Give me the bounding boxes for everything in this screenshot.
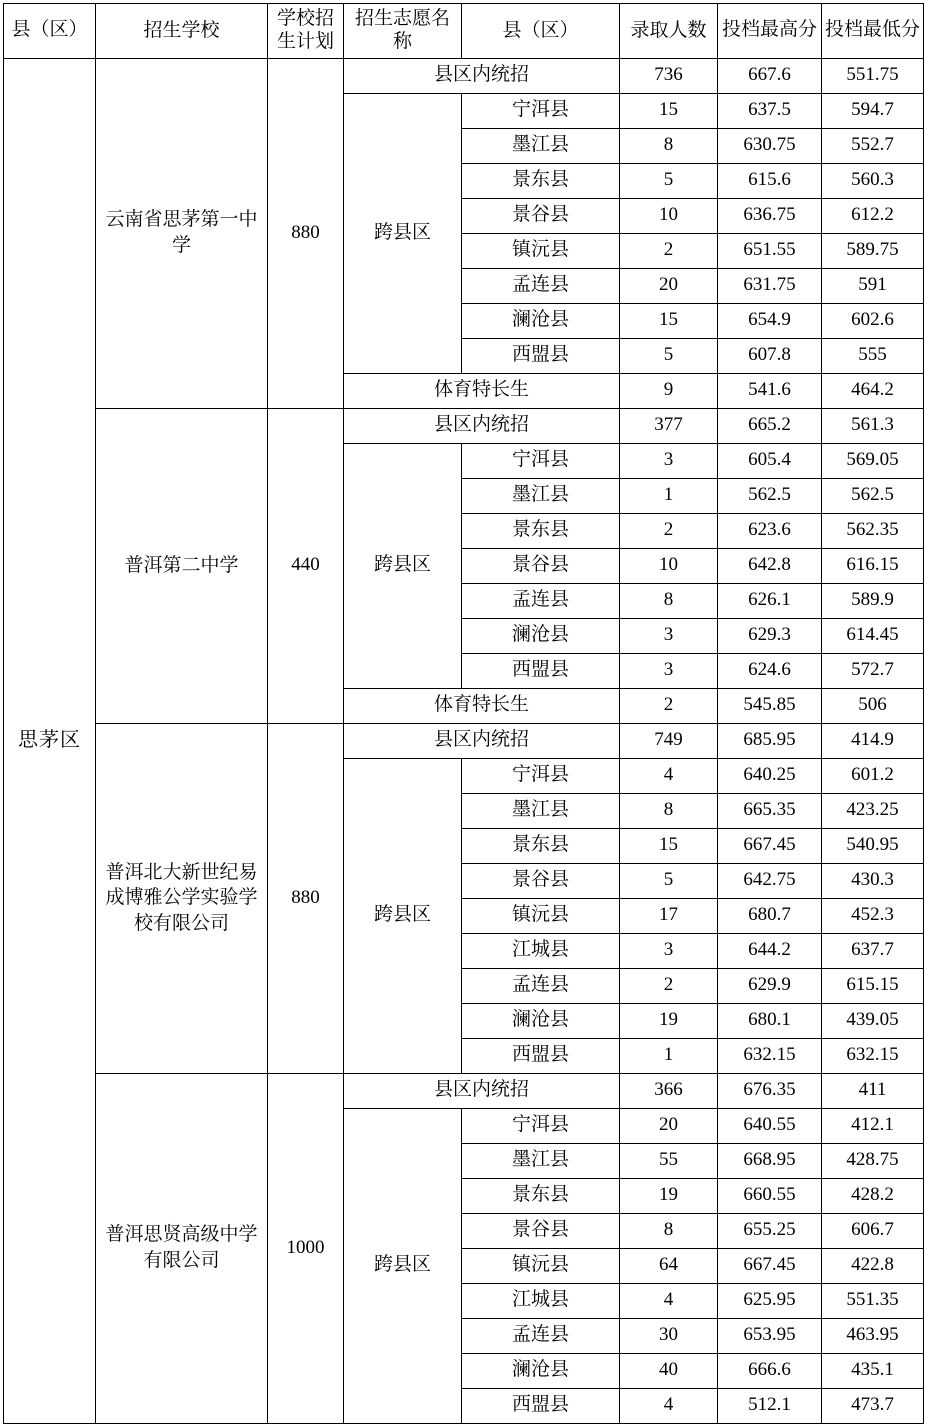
school-plan-cell: 1000 [268, 1073, 344, 1423]
header-county: 县（区） [462, 4, 620, 59]
min-score-cell: 464.2 [822, 373, 924, 408]
max-score-cell: 629.3 [718, 618, 822, 653]
max-score-cell: 680.7 [718, 898, 822, 933]
admitted-cell: 10 [620, 198, 718, 233]
admitted-cell: 2 [620, 968, 718, 1003]
county-cell: 景东县 [462, 163, 620, 198]
max-score-cell: 541.6 [718, 373, 822, 408]
min-score-cell: 562.35 [822, 513, 924, 548]
max-score-cell: 636.75 [718, 198, 822, 233]
min-score-cell: 589.9 [822, 583, 924, 618]
school-name-cell: 云南省思茅第一中学 [96, 58, 268, 408]
admitted-cell: 8 [620, 583, 718, 618]
min-score-cell: 632.15 [822, 1038, 924, 1073]
min-score-cell: 615.15 [822, 968, 924, 1003]
min-score-cell: 551.75 [822, 58, 924, 93]
max-score-cell: 667.45 [718, 828, 822, 863]
county-cell: 墨江县 [462, 478, 620, 513]
county-cell: 镇沅县 [462, 1248, 620, 1283]
table-row [4, 58, 924, 93]
min-score-cell: 560.3 [822, 163, 924, 198]
admitted-cell: 2 [620, 688, 718, 723]
min-score-cell: 601.2 [822, 758, 924, 793]
county-cell: 镇沅县 [462, 898, 620, 933]
county-cell: 澜沧县 [462, 618, 620, 653]
max-score-cell: 607.8 [718, 338, 822, 373]
wish-inside-cell: 县区内统招 [344, 58, 620, 93]
county-cell: 孟连县 [462, 583, 620, 618]
max-score-cell: 605.4 [718, 443, 822, 478]
min-score-cell: 452.3 [822, 898, 924, 933]
max-score-cell: 667.45 [718, 1248, 822, 1283]
wish-cross-cell: 跨县区 [344, 93, 462, 373]
admission-score-table [3, 3, 924, 1424]
max-score-cell: 654.9 [718, 303, 822, 338]
min-score-cell: 616.15 [822, 548, 924, 583]
max-score-cell: 640.25 [718, 758, 822, 793]
min-score-cell: 422.8 [822, 1248, 924, 1283]
admitted-cell: 3 [620, 653, 718, 688]
max-score-cell: 667.6 [718, 58, 822, 93]
header-school: 招生学校 [96, 4, 268, 59]
wish-inside-cell: 县区内统招 [344, 1073, 620, 1108]
admitted-cell: 4 [620, 1283, 718, 1318]
max-score-cell: 632.15 [718, 1038, 822, 1073]
header-district: 县（区） [4, 4, 96, 59]
admitted-cell: 4 [620, 758, 718, 793]
min-score-cell: 614.45 [822, 618, 924, 653]
county-cell: 景东县 [462, 1178, 620, 1213]
max-score-cell: 562.5 [718, 478, 822, 513]
admitted-cell: 2 [620, 233, 718, 268]
wish-cross-cell: 跨县区 [344, 758, 462, 1073]
admitted-cell: 55 [620, 1143, 718, 1178]
max-score-cell: 631.75 [718, 268, 822, 303]
admitted-cell: 30 [620, 1318, 718, 1353]
max-score-cell: 545.85 [718, 688, 822, 723]
max-score-cell: 629.9 [718, 968, 822, 1003]
admitted-cell: 3 [620, 618, 718, 653]
admitted-cell: 749 [620, 723, 718, 758]
admitted-cell: 4 [620, 1388, 718, 1423]
county-cell: 墨江县 [462, 128, 620, 163]
admitted-cell: 15 [620, 828, 718, 863]
county-cell: 西盟县 [462, 1388, 620, 1423]
admitted-cell: 10 [620, 548, 718, 583]
min-score-cell: 591 [822, 268, 924, 303]
min-score-cell: 555 [822, 338, 924, 373]
min-score-cell: 552.7 [822, 128, 924, 163]
max-score-cell: 665.35 [718, 793, 822, 828]
max-score-cell: 651.55 [718, 233, 822, 268]
min-score-cell: 423.25 [822, 793, 924, 828]
max-score-cell: 666.6 [718, 1353, 822, 1388]
school-plan-cell: 440 [268, 408, 344, 723]
max-score-cell: 615.6 [718, 163, 822, 198]
min-score-cell: 637.7 [822, 933, 924, 968]
table-body [4, 58, 924, 1423]
max-score-cell: 668.95 [718, 1143, 822, 1178]
admitted-cell: 5 [620, 163, 718, 198]
county-cell: 西盟县 [462, 653, 620, 688]
max-score-cell: 676.35 [718, 1073, 822, 1108]
min-score-cell: 428.2 [822, 1178, 924, 1213]
admitted-cell: 8 [620, 793, 718, 828]
min-score-cell: 589.75 [822, 233, 924, 268]
county-cell: 孟连县 [462, 968, 620, 1003]
county-cell: 宁洱县 [462, 1108, 620, 1143]
admitted-cell: 1 [620, 1038, 718, 1073]
min-score-cell: 551.35 [822, 1283, 924, 1318]
min-score-cell: 612.2 [822, 198, 924, 233]
school-plan-cell: 880 [268, 58, 344, 408]
min-score-cell: 602.6 [822, 303, 924, 338]
min-score-cell: 569.05 [822, 443, 924, 478]
district-cell: 思茅区 [4, 58, 96, 1423]
min-score-cell: 606.7 [822, 1213, 924, 1248]
admitted-cell: 8 [620, 1213, 718, 1248]
min-score-cell: 412.1 [822, 1108, 924, 1143]
max-score-cell: 642.75 [718, 863, 822, 898]
wish-inside-cell: 县区内统招 [344, 408, 620, 443]
admitted-cell: 64 [620, 1248, 718, 1283]
county-cell: 宁洱县 [462, 443, 620, 478]
county-cell: 景谷县 [462, 863, 620, 898]
max-score-cell: 640.55 [718, 1108, 822, 1143]
admitted-cell: 8 [620, 128, 718, 163]
county-cell: 江城县 [462, 933, 620, 968]
max-score-cell: 630.75 [718, 128, 822, 163]
county-cell: 西盟县 [462, 338, 620, 373]
wish-sports-cell: 体育特长生 [344, 373, 620, 408]
table-row [4, 408, 924, 443]
county-cell: 西盟县 [462, 1038, 620, 1073]
min-score-cell: 540.95 [822, 828, 924, 863]
max-score-cell: 655.25 [718, 1213, 822, 1248]
table-row [4, 723, 924, 758]
county-cell: 景东县 [462, 513, 620, 548]
min-score-cell: 561.3 [822, 408, 924, 443]
min-score-cell: 594.7 [822, 93, 924, 128]
table-row [4, 1073, 924, 1108]
max-score-cell: 623.6 [718, 513, 822, 548]
min-score-cell: 430.3 [822, 863, 924, 898]
max-score-cell: 680.1 [718, 1003, 822, 1038]
admitted-cell: 19 [620, 1003, 718, 1038]
admitted-cell: 736 [620, 58, 718, 93]
admitted-cell: 3 [620, 933, 718, 968]
school-name-cell: 普洱北大新世纪易成博雅公学实验学校有限公司 [96, 723, 268, 1073]
min-score-cell: 411 [822, 1073, 924, 1108]
max-score-cell: 512.1 [718, 1388, 822, 1423]
table-header-row [4, 4, 924, 59]
county-cell: 墨江县 [462, 793, 620, 828]
admitted-cell: 20 [620, 268, 718, 303]
admitted-cell: 377 [620, 408, 718, 443]
admitted-cell: 366 [620, 1073, 718, 1108]
min-score-cell: 463.95 [822, 1318, 924, 1353]
school-name-cell: 普洱思贤高级中学有限公司 [96, 1073, 268, 1423]
admitted-cell: 9 [620, 373, 718, 408]
max-score-cell: 642.8 [718, 548, 822, 583]
county-cell: 景东县 [462, 828, 620, 863]
min-score-cell: 439.05 [822, 1003, 924, 1038]
admitted-cell: 17 [620, 898, 718, 933]
county-cell: 澜沧县 [462, 303, 620, 338]
county-cell: 镇沅县 [462, 233, 620, 268]
admitted-cell: 1 [620, 478, 718, 513]
county-cell: 墨江县 [462, 1143, 620, 1178]
county-cell: 宁洱县 [462, 758, 620, 793]
admitted-cell: 5 [620, 863, 718, 898]
header-min-score: 投档最低分 [822, 4, 924, 59]
wish-sports-cell: 体育特长生 [344, 688, 620, 723]
min-score-cell: 428.75 [822, 1143, 924, 1178]
admitted-cell: 3 [620, 443, 718, 478]
max-score-cell: 685.95 [718, 723, 822, 758]
county-cell: 景谷县 [462, 198, 620, 233]
min-score-cell: 506 [822, 688, 924, 723]
admitted-cell: 15 [620, 303, 718, 338]
county-cell: 景谷县 [462, 1213, 620, 1248]
county-cell: 孟连县 [462, 268, 620, 303]
county-cell: 江城县 [462, 1283, 620, 1318]
max-score-cell: 660.55 [718, 1178, 822, 1213]
max-score-cell: 637.5 [718, 93, 822, 128]
min-score-cell: 435.1 [822, 1353, 924, 1388]
min-score-cell: 572.7 [822, 653, 924, 688]
admitted-cell: 15 [620, 93, 718, 128]
min-score-cell: 473.7 [822, 1388, 924, 1423]
admitted-cell: 20 [620, 1108, 718, 1143]
max-score-cell: 665.2 [718, 408, 822, 443]
max-score-cell: 625.95 [718, 1283, 822, 1318]
max-score-cell: 653.95 [718, 1318, 822, 1353]
wish-cross-cell: 跨县区 [344, 443, 462, 688]
max-score-cell: 644.2 [718, 933, 822, 968]
county-cell: 澜沧县 [462, 1353, 620, 1388]
admitted-cell: 2 [620, 513, 718, 548]
school-name-cell: 普洱第二中学 [96, 408, 268, 723]
header-wish: 招生志愿名称 [344, 4, 462, 59]
max-score-cell: 626.1 [718, 583, 822, 618]
header-admitted: 录取人数 [620, 4, 718, 59]
county-cell: 景谷县 [462, 548, 620, 583]
min-score-cell: 562.5 [822, 478, 924, 513]
county-cell: 孟连县 [462, 1318, 620, 1353]
wish-cross-cell: 跨县区 [344, 1108, 462, 1423]
admitted-cell: 5 [620, 338, 718, 373]
min-score-cell: 414.9 [822, 723, 924, 758]
admitted-cell: 40 [620, 1353, 718, 1388]
header-plan: 学校招生计划 [268, 4, 344, 59]
header-max-score: 投档最高分 [718, 4, 822, 59]
county-cell: 澜沧县 [462, 1003, 620, 1038]
school-plan-cell: 880 [268, 723, 344, 1073]
county-cell: 宁洱县 [462, 93, 620, 128]
wish-inside-cell: 县区内统招 [344, 723, 620, 758]
admitted-cell: 19 [620, 1178, 718, 1213]
max-score-cell: 624.6 [718, 653, 822, 688]
